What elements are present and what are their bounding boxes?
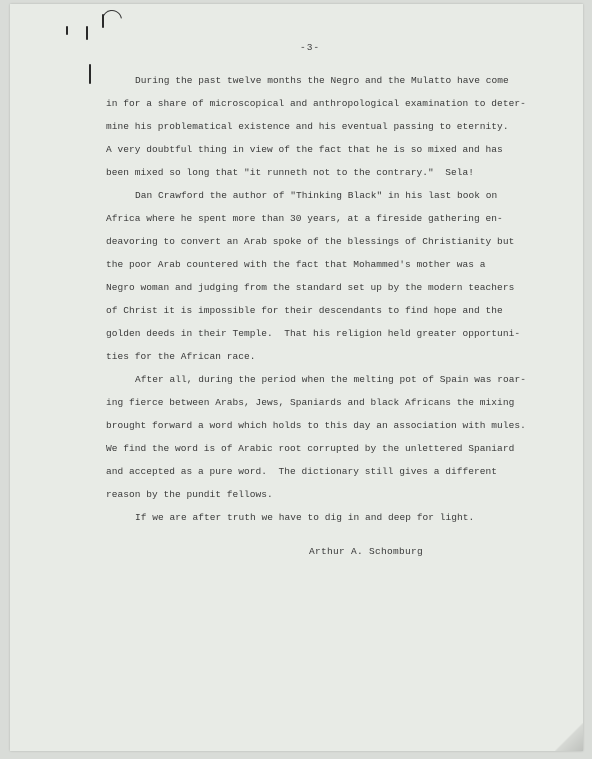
ink-mark xyxy=(102,14,104,28)
text-line: Negro woman and judging from the standard set up by the modern teachers xyxy=(106,282,515,293)
document-page xyxy=(10,4,583,751)
text-line: been mixed so long that "it runneth not to the contrary." Sela! xyxy=(106,167,475,178)
text-line: Dan Crawford the author of "Thinking Black" in his last book on xyxy=(135,190,498,201)
page-corner xyxy=(555,723,583,751)
text-line: mine his problematical existence and his eventual passing to eternity. xyxy=(106,121,509,132)
text-line: A very doubtful thing in view of the fact that he is so mixed and has xyxy=(106,144,503,155)
text-line: reason by the pundit fellows. xyxy=(106,489,273,500)
text-line: We find the word is of Arabic root corrupted by the unlettered Spaniard xyxy=(106,443,515,454)
text-line: After all, during the period when the melting pot of Spain was roar- xyxy=(135,374,527,385)
text-line: ties for the African race. xyxy=(106,351,256,362)
text-line: ing fierce between Arabs, Jews, Spaniards and black Africans the mixing xyxy=(106,397,515,408)
signature: Arthur A. Schomburg xyxy=(309,546,424,557)
text-line: brought forward a word which holds to this day an association with mules. xyxy=(106,420,526,431)
text-line: golden deeds in their Temple. That his religion held greater opportuni- xyxy=(106,328,521,339)
ink-mark xyxy=(86,26,88,40)
ink-mark xyxy=(66,26,68,35)
page-number: -3- xyxy=(300,42,321,53)
ink-mark xyxy=(89,64,91,84)
text-line: the poor Arab countered with the fact that Mohammed's mother was a xyxy=(106,259,486,270)
text-line: and accepted as a pure word. The dictionary still gives a different xyxy=(106,466,498,477)
text-line: deavoring to convert an Arab spoke of the blessings of Christianity but xyxy=(106,236,515,247)
text-line: in for a share of microscopical and anthropological examination to deter- xyxy=(106,98,526,109)
text-line: If we are after truth we have to dig in and deep for light. xyxy=(135,512,475,523)
text-line: During the past twelve months the Negro and the Mulatto have come xyxy=(135,75,509,86)
text-line: of Christ it is impossible for their descendants to find hope and the xyxy=(106,305,503,316)
text-line: Africa where he spent more than 30 years, at a fireside gathering en- xyxy=(106,213,503,224)
